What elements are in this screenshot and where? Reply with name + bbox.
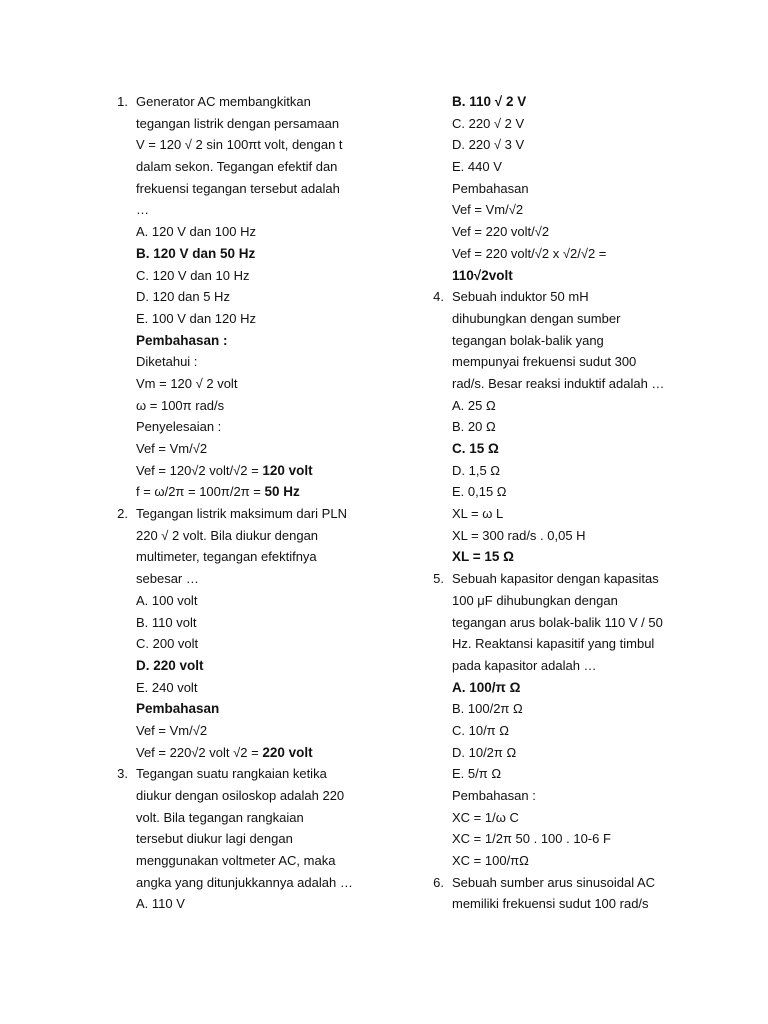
question-number: 5. xyxy=(433,571,444,587)
line-text: Diketahui : xyxy=(136,354,198,370)
line-text: sebesar … xyxy=(136,571,199,587)
line-text: XL = ω L xyxy=(452,506,504,522)
line-text: V = 120 √ 2 sin 100πt volt, dengan t xyxy=(136,137,343,153)
text-line xyxy=(420,828,720,850)
line-text: tegangan arus bolak-balik 110 V / 50 xyxy=(452,614,663,630)
text-line xyxy=(420,395,720,417)
line-text: frekuensi tegangan tersebut adalah xyxy=(136,180,340,196)
line-text: Tegangan listrik maksimum dari PLN xyxy=(136,506,347,522)
line-text: A. 25 Ω xyxy=(452,397,496,413)
question-line xyxy=(104,503,404,525)
text-line xyxy=(420,265,720,287)
text-line xyxy=(420,633,720,655)
text-line xyxy=(420,612,720,634)
line-text: Vef = Vm/√2 xyxy=(136,722,208,738)
text-line xyxy=(104,330,404,352)
line-text: 220 √ 2 volt. Bila diukur dengan xyxy=(136,527,319,543)
text-line xyxy=(420,416,720,438)
text-line xyxy=(420,460,720,482)
line-text: Tegangan suatu rangkaian ketika xyxy=(136,766,327,782)
text-line xyxy=(104,265,404,287)
text-line xyxy=(420,221,720,243)
text-line xyxy=(420,720,720,742)
line-text: tersebut diukur lagi dengan xyxy=(136,831,293,847)
line-text: B. 110 √ 2 V xyxy=(452,94,527,109)
question-line xyxy=(420,872,720,894)
line-text: C. 120 V dan 10 Hz xyxy=(136,267,250,283)
text-line xyxy=(420,308,720,330)
line-text: diukur dengan osiloskop adalah 220 xyxy=(136,788,345,803)
text-line xyxy=(420,134,720,156)
line-text: f = ω/2π = 100π/2π = xyxy=(136,484,265,500)
question-line xyxy=(104,91,404,113)
text-line xyxy=(420,91,720,113)
text-line xyxy=(104,351,404,373)
question-number: 1. xyxy=(117,94,128,109)
text-line xyxy=(104,243,404,265)
line-text: Vef = Vm/√2 xyxy=(136,441,208,456)
text-line xyxy=(420,785,720,807)
line-text: XC = 1/2π 50 . 100 . 10-6 F xyxy=(452,831,611,847)
line-text: E. 240 volt xyxy=(136,679,198,695)
line-text: D. 120 dan 5 Hz xyxy=(136,289,230,305)
text-line xyxy=(420,113,720,135)
bold-answer: 50 Hz xyxy=(264,484,300,500)
text-line xyxy=(104,178,404,200)
text-line xyxy=(420,525,720,547)
line-text: Vef = 120√2 volt/√2 = xyxy=(136,462,263,478)
line-text: D. 220 √ 3 V xyxy=(452,137,525,153)
line-text: memiliki frekuensi sudut 100 rad/s xyxy=(452,896,649,912)
line-text: Vef = 220 volt/√2 x √2/√2 = xyxy=(452,245,607,261)
line-text: A. 100/π Ω xyxy=(452,679,521,695)
text-line xyxy=(104,286,404,308)
text-line xyxy=(104,698,404,720)
text-line xyxy=(104,395,404,417)
line-text: Pembahasan : xyxy=(452,788,536,803)
text-line xyxy=(104,308,404,330)
question-number: 6. xyxy=(433,874,444,890)
text-line xyxy=(420,698,720,720)
text-line xyxy=(104,742,404,764)
right-column xyxy=(420,91,720,915)
line-text: D. 10/2π Ω xyxy=(452,744,517,760)
line-text: 100 μF dihubungkan dengan xyxy=(452,592,618,608)
line-text: B. 110 volt xyxy=(136,614,197,630)
text-line xyxy=(420,243,720,265)
line-text: C. 10/π Ω xyxy=(452,722,509,738)
line-text: E. 0,15 Ω xyxy=(452,484,507,500)
line-text: Pembahasan : xyxy=(136,332,228,348)
line-text: XL = 300 rad/s . 0,05 H xyxy=(452,527,586,543)
text-line xyxy=(420,807,720,829)
line-text: ω = 100π rad/s xyxy=(136,397,225,413)
line-text: pada kapasitor adalah … xyxy=(452,657,597,673)
line-text: Generator AC membangkitkan xyxy=(136,94,311,109)
text-line xyxy=(104,438,404,460)
line-text: Sebuah induktor 50 mH xyxy=(452,289,589,305)
text-line xyxy=(420,546,720,568)
text-line xyxy=(420,373,720,395)
bold-answer: 120 volt xyxy=(262,462,313,478)
question-line xyxy=(420,568,720,590)
text-line xyxy=(104,525,404,547)
line-text: Sebuah sumber arus sinusoidal AC xyxy=(452,874,656,890)
line-text: D. 1,5 Ω xyxy=(452,462,501,478)
text-line xyxy=(104,460,404,482)
line-text: XC = 100/πΩ xyxy=(452,853,529,869)
line-text: tegangan listrik dengan persamaan xyxy=(136,115,340,131)
line-text: E. 440 V xyxy=(452,159,502,175)
question-line xyxy=(104,763,404,785)
text-line xyxy=(104,850,404,872)
question-line xyxy=(420,286,720,308)
text-line xyxy=(420,763,720,785)
text-line xyxy=(104,807,404,829)
line-text: B. 100/2π Ω xyxy=(452,701,523,717)
line-text: B. 120 V dan 50 Hz xyxy=(136,245,256,261)
text-line xyxy=(104,221,404,243)
line-text: C. 220 √ 2 V xyxy=(452,115,525,131)
line-text: Penyelesaian : xyxy=(136,419,222,435)
line-text: D. 220 volt xyxy=(136,657,204,673)
question-number: 4. xyxy=(433,289,444,305)
text-line xyxy=(420,351,720,373)
line-text: C. 200 volt xyxy=(136,636,199,652)
line-text: dihubungkan dengan sumber xyxy=(452,310,621,326)
line-text: E. 5/π Ω xyxy=(452,766,502,782)
line-text: A. 110 V xyxy=(136,896,185,912)
text-line xyxy=(104,199,404,221)
line-text: dalam sekon. Tegangan efektif dan xyxy=(136,159,338,175)
text-line xyxy=(104,785,404,807)
text-line xyxy=(420,438,720,460)
line-text: Sebuah kapasitor dengan kapasitas xyxy=(452,571,659,587)
text-line xyxy=(104,156,404,178)
line-text: Vef = 220√2 volt √2 = xyxy=(136,744,263,760)
text-line xyxy=(104,134,404,156)
text-line xyxy=(104,546,404,568)
line-text: Vm = 120 √ 2 volt xyxy=(136,375,238,391)
text-line xyxy=(420,481,720,503)
line-text: B. 20 Ω xyxy=(452,419,496,435)
line-text: A. 100 volt xyxy=(136,592,198,608)
line-text: menggunakan voltmeter AC, maka xyxy=(136,853,336,869)
bold-answer: 220 volt xyxy=(262,744,313,760)
line-text: C. 15 Ω xyxy=(452,441,499,456)
text-line xyxy=(104,481,404,503)
text-line xyxy=(420,655,720,677)
question-number: 3. xyxy=(117,766,128,782)
line-text: Vef = 220 volt/√2 xyxy=(452,224,550,240)
line-text: tegangan bolak-balik yang xyxy=(452,332,604,348)
text-line xyxy=(420,590,720,612)
text-line xyxy=(104,568,404,590)
text-line xyxy=(420,199,720,221)
text-line xyxy=(420,850,720,872)
text-line xyxy=(420,677,720,699)
line-text: XL = 15 Ω xyxy=(452,549,514,565)
line-text: Pembahasan xyxy=(452,180,529,196)
line-text: volt. Bila tegangan rangkaian xyxy=(136,809,304,825)
text-line xyxy=(104,872,404,894)
text-line xyxy=(104,677,404,699)
line-text: XC = 1/ω C xyxy=(452,809,519,825)
line-text: E. 100 V dan 120 Hz xyxy=(136,310,256,326)
text-line xyxy=(104,373,404,395)
text-line xyxy=(104,828,404,850)
line-text: angka yang ditunjukkannya adalah … xyxy=(136,874,353,890)
left-column xyxy=(104,91,404,915)
text-line xyxy=(104,655,404,677)
line-text: 110√2volt xyxy=(452,267,513,283)
text-line xyxy=(104,612,404,634)
text-line xyxy=(104,590,404,612)
text-line xyxy=(104,633,404,655)
line-text: Hz. Reaktansi kapasitif yang timbul xyxy=(452,636,655,652)
text-line xyxy=(420,742,720,764)
line-text: Vef = Vm/√2 xyxy=(452,202,524,218)
text-line xyxy=(420,893,720,915)
line-text: mempunyai frekuensi sudut 300 xyxy=(452,354,637,370)
text-line xyxy=(420,178,720,200)
line-text: Pembahasan xyxy=(136,701,220,717)
text-line xyxy=(104,416,404,438)
line-text: rad/s. Besar reaksi induktif adalah … xyxy=(452,375,665,391)
text-line xyxy=(420,503,720,525)
line-text: A. 120 V dan 100 Hz xyxy=(136,224,256,240)
text-line xyxy=(104,720,404,742)
line-text: multimeter, tegangan efektifnya xyxy=(136,549,317,565)
question-number: 2. xyxy=(117,506,128,522)
text-line xyxy=(420,330,720,352)
text-line xyxy=(104,893,404,915)
line-text: … xyxy=(136,202,149,218)
text-line xyxy=(104,113,404,135)
text-line xyxy=(420,156,720,178)
